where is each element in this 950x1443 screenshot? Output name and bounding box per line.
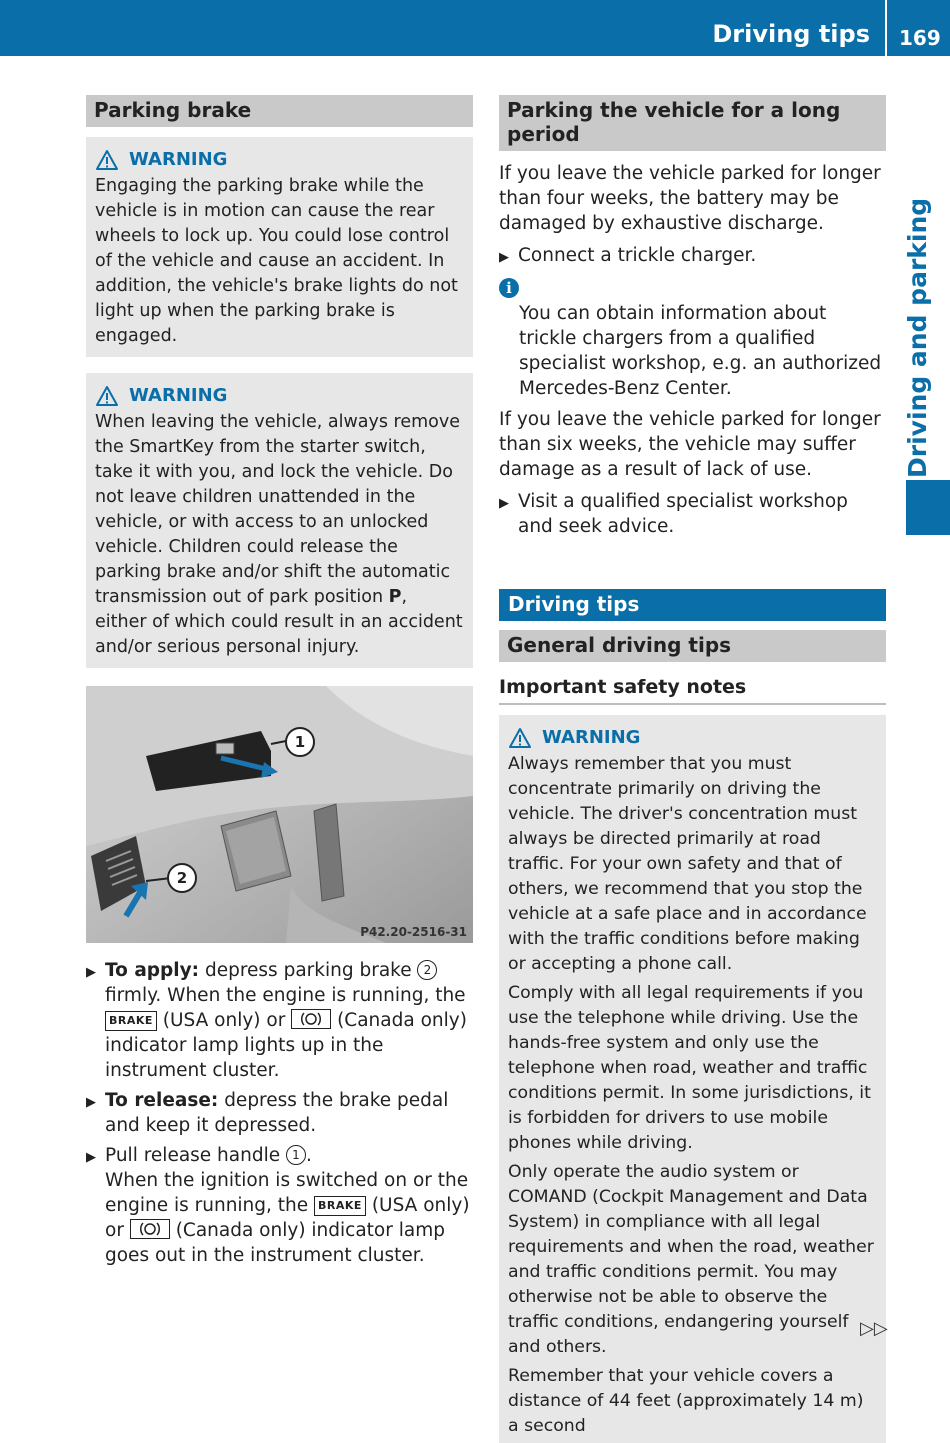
steps-list	[86, 958, 473, 1268]
warning-title-text: WARNING	[129, 385, 228, 406]
warning-box-safety	[499, 715, 886, 1443]
image-reference-code: P42.20-2516-31	[360, 925, 467, 939]
warning-title	[508, 725, 877, 750]
parking-brake-heading: Parking brake	[86, 95, 473, 127]
warning-paragraph: Remember that your vehicle covers a distance of 44 feet (approximately 14 m) a second	[508, 1366, 864, 1436]
warning-triangle-icon	[508, 727, 532, 749]
warning-title	[95, 383, 464, 408]
paragraph-six-weeks: If you leave the vehicle parked for longer than six weeks, the vehicle may suffer damage as a result of lack of use.	[499, 409, 881, 480]
driving-tips-heading: Driving tips	[499, 589, 886, 621]
warning-triangle-icon	[95, 149, 119, 171]
page-number: 169	[899, 26, 941, 50]
warning-title	[95, 147, 464, 172]
left-column	[86, 95, 473, 1268]
warning-title-text: WARNING	[542, 727, 641, 748]
callout-ref-1: 1	[286, 1145, 306, 1165]
footwell-illustration	[86, 686, 473, 943]
warning-paragraph: Only operate the audio system or COMAND (Cockpit Management and Data System) in compliance with all legal requirements and when the road, weather and traffic conditions permit. You may otherwise not be able to observe the traffic conditions, endangering yourself and others.	[508, 1162, 874, 1357]
page-header	[0, 0, 950, 56]
header-divider	[885, 0, 887, 56]
side-tab-marker	[906, 480, 950, 535]
warning-box-1	[86, 137, 473, 357]
step-arrow-icon: ▶	[86, 1150, 96, 1165]
canada-brake-lamp-icon	[130, 1219, 170, 1239]
right-column	[499, 95, 886, 1443]
section-title: Driving tips	[712, 20, 870, 48]
long-period-heading: Parking the vehicle for a long period	[499, 95, 886, 151]
step-apply: ▶ To apply: depress parking brake 2 firmly. When the engine is running, the BRAKE (USA only) or (Canada only) indicator lamp lights up in the instrument cluster.	[86, 960, 467, 1081]
step-arrow-icon: ▶	[86, 965, 96, 980]
canada-brake-lamp-icon	[291, 1009, 331, 1029]
callout-2: 2	[167, 863, 197, 893]
info-icon: i	[499, 278, 519, 298]
warning-paragraph: Always remember that you must concentrate primarily on driving the vehicle. The driver's concentration must always be directed primarily at road traffic. For your own safety and that of others, we recommend that you stop the vehicle at a safe place and in accordance with the traffic conditions before making or accepting a phone call.	[508, 754, 867, 974]
step-arrow-icon: ▶	[499, 496, 509, 511]
important-safety-notes-heading: Important safety notes	[499, 676, 886, 705]
general-driving-tips-heading: General driving tips	[499, 630, 886, 662]
step-pull-handle: ▶ Pull release handle 1 . When the ignition is switched on or the engine is running, the BRAKE (USA only) or (Canada only) indicator lamp goes out in the instrument cluster.	[86, 1145, 470, 1266]
brake-lamp-icon: BRAKE	[314, 1196, 366, 1216]
warning-text: When leaving the vehicle, always remove the SmartKey from the starter switch, take it with you, and lock the vehicle. Do not leave children unattended in the vehicle, or with access to an unlocked vehicle. Children could release the parking brake and/or shift the automatic transmission out of park position P, either of which could result in an accident and/or serious personal injury.	[95, 412, 463, 657]
warning-title-text: WARNING	[129, 149, 228, 170]
step-arrow-icon: ▶	[499, 250, 509, 265]
step-arrow-icon: ▶	[86, 1095, 96, 1110]
parking-brake-photo	[86, 686, 473, 943]
side-tab-label: Driving and parking	[903, 197, 932, 478]
step-release: ▶ To release: depress the brake pedal and keep it depressed.	[86, 1090, 449, 1136]
step-visit-workshop: ▶ Visit a qualified specialist workshop and seek advice.	[499, 491, 848, 537]
warning-triangle-icon	[95, 385, 119, 407]
callout-1: 1	[285, 727, 315, 757]
info-note: i You can obtain information about trickle chargers from a qualified specialist workshop, e.g. an authorized Mercedes-Benz Center.	[499, 276, 886, 401]
brake-lamp-icon: BRAKE	[105, 1011, 157, 1031]
continue-arrows-icon: ▷▷	[860, 1318, 888, 1339]
warning-paragraph: Comply with all legal requirements if you use the telephone while driving. Use the hands-free system and only use the telephone when road, weather and traffic conditions permit. In some jurisdictions, it is forbidden for drivers to use mobile phones while driving.	[508, 983, 871, 1153]
callout-ref-2: 2	[417, 960, 437, 980]
paragraph-four-weeks: If you leave the vehicle parked for longer than four weeks, the battery may be damaged by exhaustive discharge.	[499, 163, 881, 234]
step-trickle-charger: ▶ Connect a trickle charger.	[499, 243, 886, 270]
warning-box-2	[86, 373, 473, 668]
warning-text: Engaging the parking brake while the vehicle is in motion can cause the rear wheels to lock up. You could lose control of the vehicle and cause an accident. In addition, the vehicle's brake lights do not light up when the parking brake is engaged.	[95, 176, 458, 346]
